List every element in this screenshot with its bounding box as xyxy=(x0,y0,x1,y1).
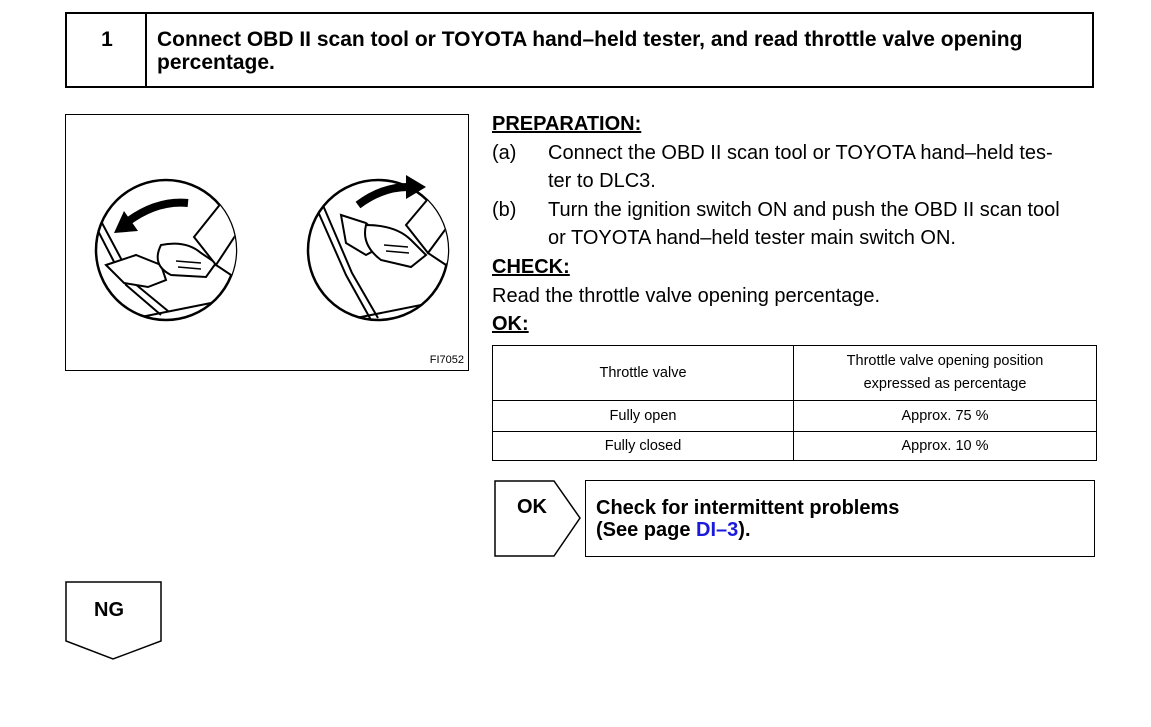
ok-result-line1: Check for intermittent problems xyxy=(596,497,900,519)
table-row xyxy=(493,432,1097,461)
table-header-line: Throttle valve opening position xyxy=(846,353,1044,369)
ok-tag xyxy=(494,480,582,558)
table-cell: Fully open xyxy=(493,401,794,432)
prep-item-a-marker: (a) xyxy=(492,142,517,164)
pedal-released-drawing xyxy=(308,175,470,320)
table-header-line: expressed as percentage xyxy=(863,376,1027,392)
check-heading: CHECK: xyxy=(492,256,570,278)
figure-code: FI7052 xyxy=(429,354,464,366)
ok-heading: OK: xyxy=(492,313,529,335)
prep-item-b-line1: Turn the ignition switch ON and push the OBD II scan tool xyxy=(548,199,1060,221)
ng-tag-label: NG xyxy=(94,599,124,621)
step-number-cell xyxy=(67,14,147,86)
table-cell: Fully closed xyxy=(493,432,794,461)
table-cell: Approx. 10 % xyxy=(794,432,1097,461)
pedal-figure xyxy=(66,115,470,372)
preparation-heading: PREPARATION: xyxy=(492,113,642,135)
prep-item-b-marker: (b) xyxy=(492,199,517,221)
ok-result-box xyxy=(585,480,1095,557)
throttle-illustration xyxy=(65,114,469,371)
step-header xyxy=(65,12,1094,88)
see-page-suffix: ). xyxy=(738,519,751,541)
prep-item-a-line2: ter to DLC3. xyxy=(548,170,656,192)
table-header-cell: Throttle valve xyxy=(493,346,794,401)
ok-tag-label: OK xyxy=(517,496,547,518)
table-row xyxy=(493,401,1097,432)
page-link[interactable]: DI–3 xyxy=(696,519,739,541)
step-number: 1 xyxy=(101,28,113,51)
ok-arrow-shape xyxy=(494,480,582,558)
throttle-spec-table xyxy=(492,345,1097,461)
prep-item-a-line1: Connect the OBD II scan tool or TOYOTA hand–held tes- xyxy=(548,142,1053,164)
pedal-pressed-drawing xyxy=(96,180,261,320)
check-text: Read the throttle valve opening percentage. xyxy=(492,285,881,307)
table-header-cell xyxy=(794,346,1097,401)
table-header-row xyxy=(493,346,1097,401)
ok-result-line2 xyxy=(596,519,751,541)
table-cell: Approx. 75 % xyxy=(794,401,1097,432)
ng-tag xyxy=(65,581,163,661)
step-title: Connect OBD II scan tool or TOYOTA hand–held tester, and read throttle valve opening percentage. xyxy=(157,28,1023,74)
prep-item-b-line2: or TOYOTA hand–held tester main switch ON. xyxy=(548,227,956,249)
see-page-prefix: (See page xyxy=(596,519,697,541)
